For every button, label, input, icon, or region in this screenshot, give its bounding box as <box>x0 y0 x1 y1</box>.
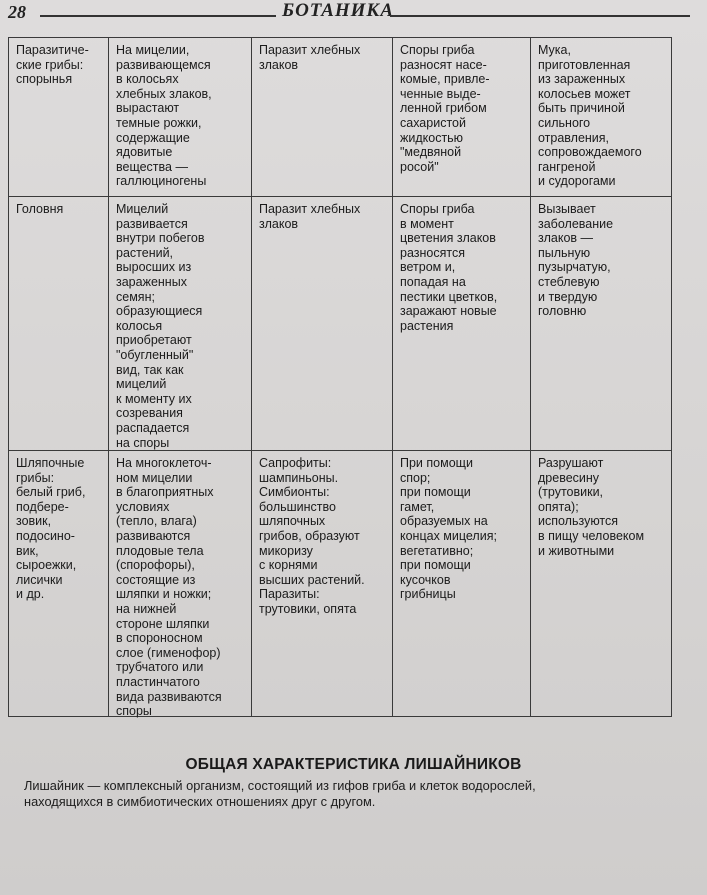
table-cell-nutrition: Паразит хлебных злаков <box>252 197 393 450</box>
table-cell-nutrition: Сапрофиты: шампиньоны. Симбионты: большинство шляпочных грибов, образуют микоризу с корнями высших растений. Паразиты: трутовики, опята <box>252 451 393 716</box>
table-cell-nutrition: Паразит хлебных злаков <box>252 38 393 196</box>
lichen-definition-paragraph: Лишайник — комплексный организм, состоящий из гифов гриба и клеток водорослей, находящихся в симбиотических отношениях друг с другом. <box>24 778 536 809</box>
table-cell-structure: Мицелий развивается внутри побегов растений, выросших из зараженных семян; образующиеся колосья приобретают "обугленный" вид, так как мицелий к моменту их созревания распадается на споры <box>109 197 252 450</box>
page-header <box>0 0 707 30</box>
table-cell-reproduction: Споры гриба в момент цветения злаков разносятся ветром и, попадая на пестики цветков, заражают новые растения <box>393 197 531 450</box>
header-rule-right <box>390 15 690 17</box>
page-number: 28 <box>8 2 26 22</box>
table-row <box>9 451 671 719</box>
section-title: ОБЩАЯ ХАРАКТЕРИСТИКА ЛИШАЙНИКОВ <box>185 756 522 773</box>
table-cell-reproduction: Споры гриба разносят насе- комые, привле- ченные выде- ленной грибом сахаристой жидкостью "медвяной росой" <box>393 38 531 196</box>
table-cell-reproduction: При помощи спор; при помощи гамет, образуемых на концах мицелия; вегетативно; при помощи кусочков грибницы <box>393 451 531 716</box>
table-cell-significance: Вызывает заболевание злаков — пыльную пузырчатую, стеблевую и твердую головню <box>538 202 614 319</box>
table-cell-group: Шляпочные грибы: белый гриб, подбере- зовик, подосино- вик, сыроежки, лисички и др. <box>9 451 109 716</box>
fungi-table <box>8 37 672 717</box>
table-cell-significance: Мука, приготовленная из зараженных колосьев может быть причиной сильного отравления, сопровождаемого гангреной и судорогами <box>538 43 642 189</box>
running-title: БОТАНИКА <box>282 0 394 21</box>
table-cell-group: Паразитиче- ские грибы: спорынья <box>9 38 109 196</box>
table-cell-significance: Разрушают древесину (трутовики, опята); используются в пищу человеком и животными <box>538 456 645 558</box>
table-cell-structure: На многоклеточ- ном мицелии в благоприятных условиях (тепло, влага) развиваются плодовые тела (спорофоры), состоящие из шляпки и ножки; на нижней стороне шляпки в спороносном слое (гименофор) трубчатого или пластинчатого вида развиваются споры <box>109 451 252 716</box>
table-cell-group: Головня <box>9 197 109 450</box>
table-row <box>9 38 671 197</box>
table-row <box>9 197 671 451</box>
table-cell-structure: На мицелии, развивающемся в колосьях хлебных злаков, вырастают темные рожки, содержащие ядовитые вещества — галлюциногены <box>109 38 252 196</box>
header-rule-left <box>40 15 276 17</box>
